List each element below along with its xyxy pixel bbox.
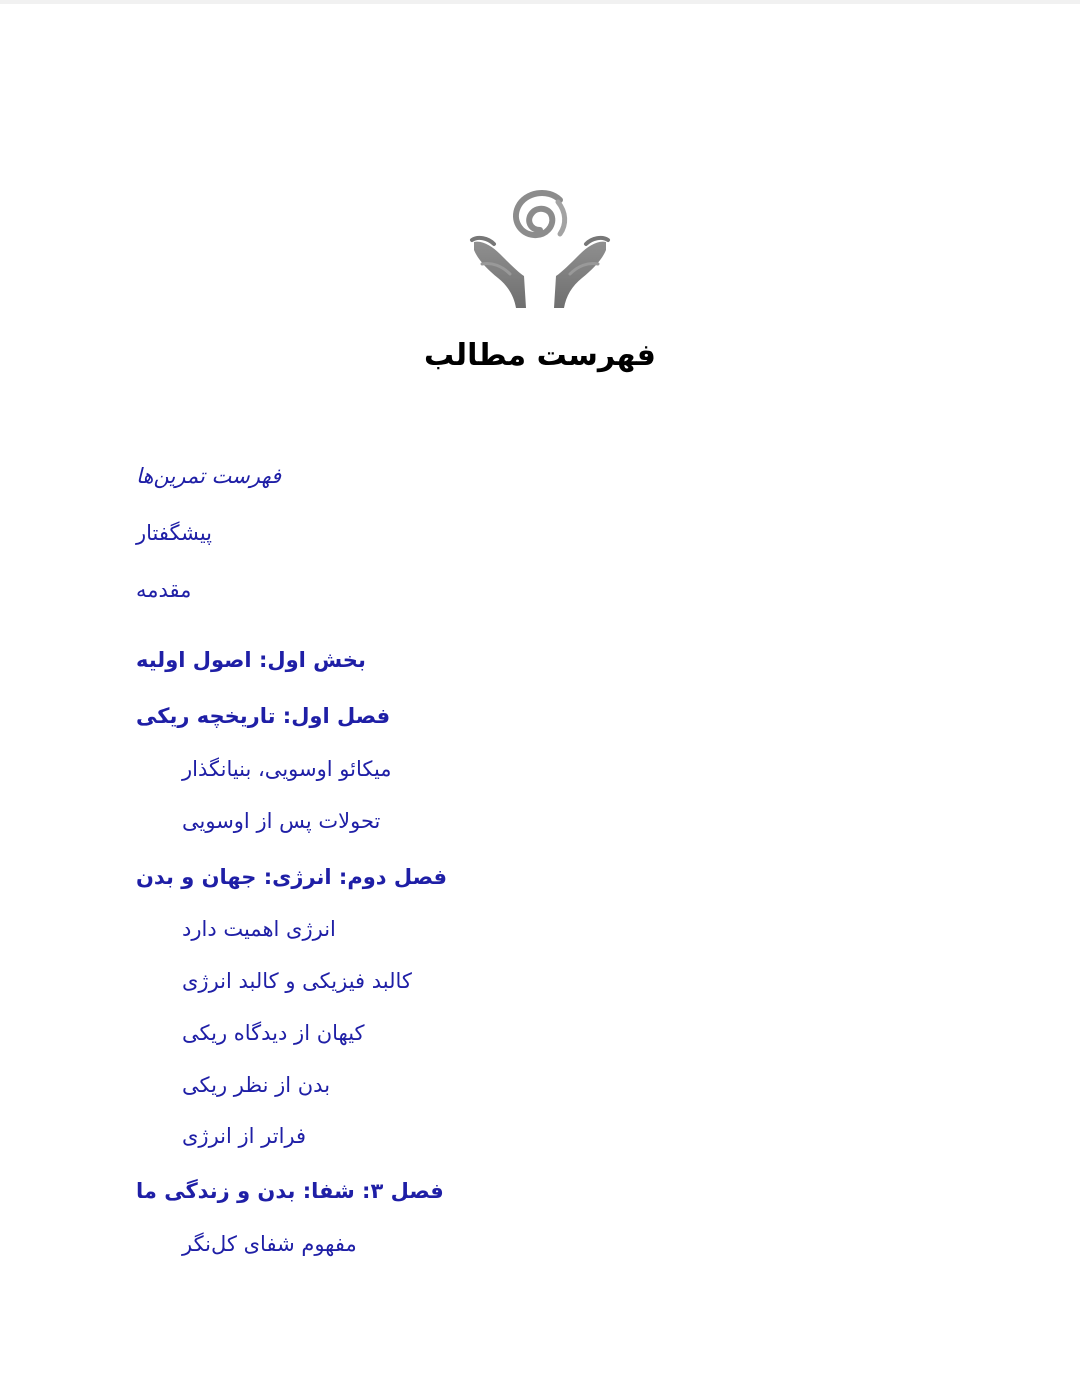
toc-item-exercises-list[interactable]: فهرست تمرین‌ها [136,464,282,488]
toc-item-energy-matters[interactable]: انرژی اهمیت دارد [182,917,336,941]
toc-item-after-usui[interactable]: تحولات پس از اوسویی [182,809,381,833]
toc-item-cosmos-reiki[interactable]: کیهان از دیدگاه ریکی [182,1021,365,1045]
toc-item-chapter-three[interactable]: فصل ۳: شفا: بدن و زندگی ما [136,1179,444,1203]
toc-item-mikao-usui[interactable]: میکائو اوسویی، بنیانگذار [182,757,392,781]
toc-item-chapter-one[interactable]: فصل اول: تاریخچه ریکی [136,704,391,728]
toc-item-physical-energy-body[interactable]: کالبد فیزیکی و کالبد انرژی [182,969,412,993]
toc-item-body-reiki[interactable]: بدن از نظر ریکی [182,1073,331,1097]
toc-item-beyond-energy[interactable]: فراتر از انرژی [182,1124,307,1148]
toc-item-chapter-two[interactable]: فصل دوم: انرژی: جهان و بدن [136,865,448,889]
toc-item-holistic-healing[interactable]: مفهوم شفای کل‌نگر [182,1232,357,1256]
toc-item-part-one[interactable]: بخش اول: اصول اولیه [136,648,366,672]
toc-item-preface[interactable]: پیشگفتار [136,521,213,545]
page-title: فهرست مطالب [424,338,656,373]
toc-item-introduction[interactable]: مقدمه [136,578,192,602]
